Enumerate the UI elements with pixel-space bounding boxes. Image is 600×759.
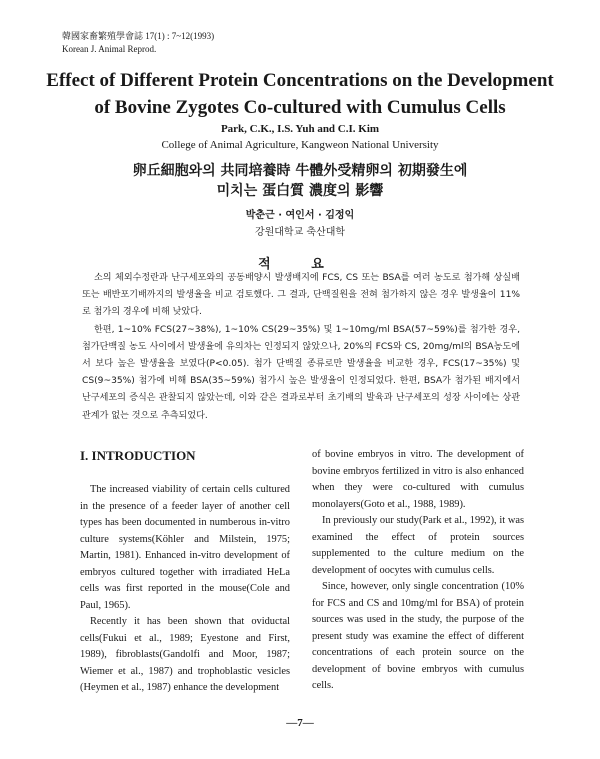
affiliation: College of Animal Agriculture, Kangweon National University	[161, 139, 439, 151]
korean-affiliation: 강원대학교 축산대학	[254, 227, 346, 238]
korean-abstract	[82, 270, 520, 425]
korean-abstract-paragraph-1: 소의 체외수정란과 난구세포와의 공동배양시 발생배지에 FCS, CS 또는 BSA를 여러 농도로 첨가해 상실배 또는 배반포기배까지의 발생율을 비교 검토했다. 그 결과, 단백질원을 전혀 첨가하지 않은 경우 발생율이 11%로 첨가의 경우에 비해 낮았다.	[82, 273, 520, 318]
korean-title-line2: 미치는 蛋白質 濃度의 影響	[216, 183, 384, 199]
authors: Park, C.K., I.S. Yuh and C.I. Kim	[220, 123, 380, 135]
intro-paragraph-2: Recently it has been shown that oviductal cells(Fukui et al., 1989; Eyestone and First, 1989), fibroblasts(Gandolfi and Moor, 1987; Wiemer et al., 1987) and trophoblastic vesicles (Heymen et al., 1987) enhance the development	[80, 616, 290, 693]
korean-abstract-heading: 적 요	[258, 257, 342, 272]
korean-abstract-paragraph-2: 한편, 1~10% FCS(27~38%), 1~10% CS(29~35%) 및 1~10mg/ml BSA(57~59%)를 첨가한 경우, 첨가단백질 농도 사이에서 발생율에 유의차는 인정되지 않았으나, 20%의 FCS와 CS, 20mg/ml의 BSA농도에서 보다 높은 발생율을 보였다(P<0.05). 첨가 단백질 종류로만 발생율을 비교한 경우, FCS(17~35%) 및 CS(9~35%) 첨가에 비해 BSA(35~59%) 첨가시 높은 발생율이 인정되었다. 한편, BSA가 첨가된 배지에서 난구세포의 증식은 관찰되지 않았는데, 이와 같은 결과로부터 초기배의 발육과 난구세포의 성장 사이에는 상관관계가 없는 것으로 추측되었다.	[82, 324, 520, 421]
intro-paragraph-3: of bovine embryos in vitro. The development of bovine embryos fertilized in vitro is also enhanced when they were co-cultured with cumulus monolayers(Goto et al., 1988, 1989).	[312, 449, 524, 510]
introduction-heading: I. INTRODUCTION	[80, 448, 196, 463]
intro-paragraph-5: Since, however, only single concentration (10% for FCS and CS and 10mg/ml for BSA) of protein sources was used in the study, the purpose of the present study was examine the effect of different concentrations of each protein source on the development of bovine embryos with cumulus cells.	[312, 581, 524, 691]
paper-title-line2: of Bovine Zygotes Co-cultured with Cumulus Cells	[94, 97, 506, 118]
paper-title	[40, 67, 560, 121]
journal-line-english: Korean J. Animal Reprod.	[62, 44, 157, 54]
paper-title-line1: Effect of Different Protein Concentrations on the Development	[46, 70, 554, 91]
korean-title	[40, 161, 560, 201]
right-column	[312, 447, 524, 695]
korean-title-line1: 卵丘細胞와의 共同培養時 牛體外受精卵의 初期發生에	[132, 163, 468, 179]
korean-authors: 박춘근 · 여인서 · 김정익	[245, 210, 355, 221]
journal-line-korean: 韓國家畜繁殖學會誌 17(1) : 7~12(1993)	[62, 31, 215, 41]
left-column	[80, 447, 290, 697]
page-number: —7—	[286, 717, 314, 729]
intro-paragraph-4: In previously our study(Park et al., 1992), it was examined the effect of protein sources supplemented to the culture medium on the development of oocytes with cumulus cells.	[312, 515, 524, 576]
journal-header	[62, 30, 214, 56]
intro-paragraph-1: The increased viability of certain cells cultured in the presence of a feeder layer of another cell types has been documented in numberous in-vitro culture systems(Köhler and Milstein, 1975; Martin, 1981). Enhanced in-vitro development of embryos cultured together with irradiated HeLa cells was first reported in the mouse(Cole and Paul, 1965).	[80, 484, 290, 611]
